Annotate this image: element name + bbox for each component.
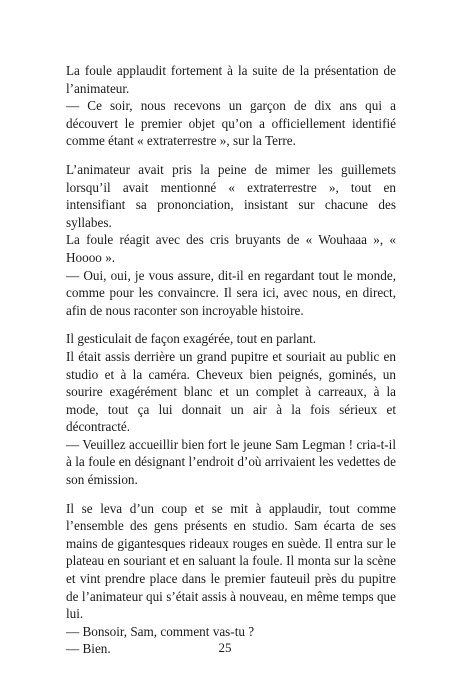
paragraph: La foule applaudit fortement à la suite de la présentation de l’animateur. xyxy=(66,63,396,96)
dialogue-line: — Veuillez accueillir bien fort le jeune Sam Legman ! cria-t-il à la foule en désignant l’endroit d’où arrivaient les vedettes de son émission. xyxy=(66,436,396,488)
dialogue-line: — Ce soir, nous recevons un garçon de dix ans qui a découvert le premier objet qu’on a officiellement identifié comme étant « extraterrestre », sur la Terre. xyxy=(66,98,396,149)
paragraph: La foule réagit avec des cris bruyants de « Wouhaaa », « Hoooo ». xyxy=(66,232,396,265)
paragraph: Il était assis derrière un grand pupitre et souriait au public en studio et à la caméra. Cheveux bien peignés, gominés, un sourire exagérément blanc et un complet à carreaux, à la mode, tout ça lui donnait un air à la fois sérieux et décontracté. xyxy=(66,348,396,435)
page-number: 25 xyxy=(218,640,232,655)
dialogue-line: — Bonsoir, Sam, comment vas-tu ? xyxy=(66,623,255,639)
paragraph: Il se leva d’un coup et se mit à applaudir, tout comme l’ensemble des gens présents en studio. Sam écarta de ses mains de gigantesques rideaux rouges en suède. Il entra sur le plateau en souriant et en saluant la foule. Il monta sur la scène et vint prendre place dans le premier fauteuil près du pupitre de l’animateur qui s’était assis à nouveau, en même temps que lui. xyxy=(66,500,396,622)
page-text-block xyxy=(66,62,396,658)
paragraph: L’animateur avait pris la peine de mimer les guillemets lorsqu’il avait mentionné « extraterrestre », tout en intensifiant sa prononciation, insistant sur chacune des syllabes. xyxy=(66,161,396,230)
dialogue-line: — Bien. xyxy=(66,641,111,657)
dialogue-line: — Oui, oui, je vous assure, dit-il en regardant tout le monde, comme pour les convaincre. Il sera ici, avec nous, en direct, afin de nous raconter son incroyable histoire. xyxy=(66,267,396,318)
paragraph: Il gesticulait de façon exagérée, tout en parlant. xyxy=(66,331,317,347)
